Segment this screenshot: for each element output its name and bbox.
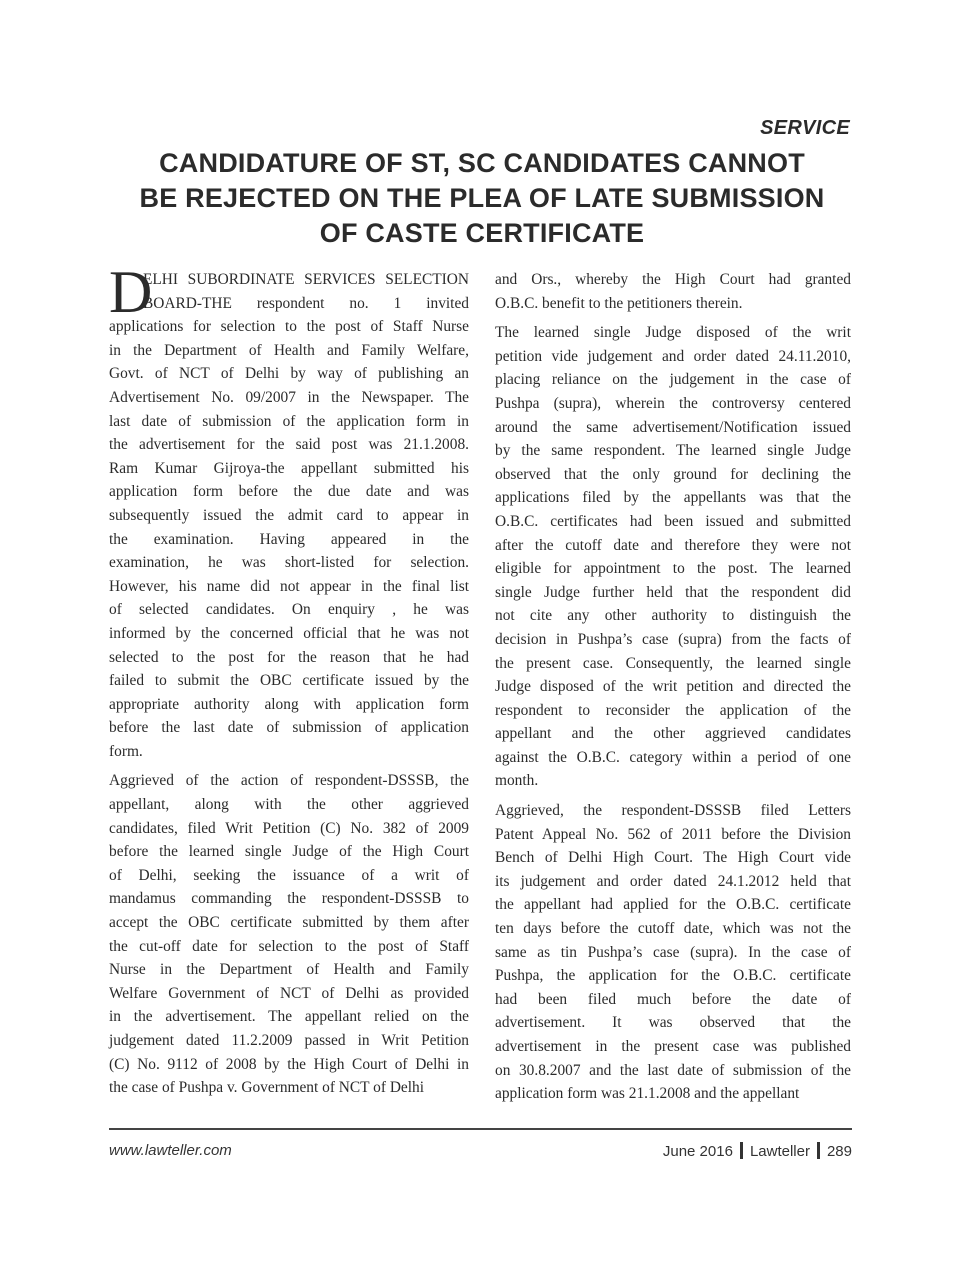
text-line: The learned single Judge disposed of the writ [495, 324, 851, 342]
right-column [495, 268, 851, 1112]
text-line: by the same respondent. The learned single Judge [495, 442, 851, 460]
text-line: selected to the post for the reason that he had [109, 648, 469, 666]
text-line: the examination. Having appeared in the [109, 530, 469, 548]
text-line: Aggrieved of the action of respondent-DSSSB, the [109, 772, 469, 790]
text-line: and Ors., whereby the High Court had granted [495, 271, 851, 288]
text-line: appellant and the other aggrieved candidates [495, 725, 851, 743]
text-line: applications for selection to the post of Staff Nurse [109, 318, 469, 336]
page-number: 289 [826, 1143, 852, 1160]
text-line: on 30.8.2007 and the last date of submission of the [495, 1061, 851, 1079]
text-line: not cite any other authority to distinguish the [495, 607, 851, 625]
left-column [109, 268, 469, 1106]
text-line: eligible for appointment to the post. The learned [495, 560, 851, 578]
text-line: appellant, along with the other aggrieved [109, 796, 469, 814]
footer-rule [109, 1128, 852, 1130]
text-line: in the Department of Health and Family Welfare, [109, 341, 469, 359]
text-line: Welfare Government of NCT of Delhi as provided [109, 984, 469, 1002]
issue-date: June 2016 [662, 1143, 733, 1160]
text-line: subsequently issued the admit card to appear in [109, 506, 469, 524]
text-line: petition vide judgement and order dated 24.11.2010, [495, 347, 851, 365]
text-line: application form was 21.1.2008 and the appellant [495, 1085, 800, 1103]
text-line: its judgement and order dated 24.1.2012 held that [495, 872, 851, 890]
text-line: Bench of Delhi High Court. The High Court vide [495, 849, 851, 867]
text-line: Nurse in the Department of Health and Family [109, 961, 469, 979]
text-line: decision in Pushpa’s case (supra) from the facts of [495, 630, 851, 648]
text-line: O.B.C. benefit to the petitioners therein. [495, 294, 743, 312]
text-line: mandamus commanding the respondent-DSSSB to [109, 890, 469, 908]
text-line: against the O.B.C. category within a period of one [495, 748, 851, 766]
text-line: same as tin Pushpa’s case (supra). In the case of [495, 943, 851, 961]
text-line: observed that the only ground for declining the [495, 465, 851, 483]
text-line: However, his name did not appear in the final list [109, 577, 469, 595]
text-line: respondent to reconsider the application of the [495, 701, 851, 719]
text-line: advertisement. It was observed that the [495, 1014, 851, 1032]
text-line: advertisement in the present case was published [495, 1038, 851, 1055]
text-line: informed by the concerned official that he was not [109, 624, 469, 642]
text-line: Advertisement No. 09/2007 in the Newspaper. The [109, 388, 469, 406]
text-line: placing reliance on the judgement in the case of [495, 371, 851, 389]
text-line: examination, he was short-listed for selection. [109, 554, 469, 572]
text-line: judgement dated 11.2.2009 passed in Writ Petition [109, 1032, 469, 1049]
text-line: applications filed by the appellants was that the [495, 489, 851, 507]
title-line: BE REJECTED ON THE PLEA OF LATE SUBMISSION [139, 183, 825, 213]
text-line: (C) No. 9112 of 2008 by the High Court of Delhi in [109, 1055, 469, 1073]
text-line: after the cutoff date and therefore they were not [495, 536, 851, 554]
text-line: the appellant had applied for the O.B.C. certificate [495, 896, 851, 914]
text-line: Ram Kumar Gijroya-the appellant submitted his [109, 459, 469, 477]
footer-info [663, 1142, 852, 1160]
text-line: the cut-off date for selection to the post of Staff [109, 937, 469, 955]
text-line: the present case. Consequently, the learned single [495, 654, 851, 672]
text-line: Patent Appeal No. 562 of 2011 before the Division [495, 825, 851, 843]
title-line: CANDIDATURE OF ST, SC CANDIDATES CANNOT [159, 148, 805, 178]
text-line: appropriate authority along with application form [109, 695, 469, 713]
separator [817, 1142, 820, 1159]
text-line: accept the OBC certificate submitted by them after [109, 914, 469, 932]
section-label: SERVICE [760, 117, 850, 139]
text-line: had been filed much before the date of [495, 990, 851, 1008]
text-line: last date of submission of the application form in [109, 412, 469, 430]
website-link[interactable]: www.lawteller.com [109, 1142, 232, 1159]
drop-cap: D [109, 259, 153, 325]
text-line: the advertisement for the said post was 21.1.2008. [109, 436, 469, 454]
text-line: BOARD-THE respondent no. 1 invited [143, 294, 469, 312]
paragraph [495, 321, 851, 793]
text-line: ELHI SUBORDINATE SERVICES SELECTION [143, 271, 469, 288]
text-line: application form before the due date and was [109, 483, 469, 501]
text-line: form. [109, 742, 143, 760]
text-line: Govt. of NCT of Delhi by way of publishing an [109, 365, 469, 383]
paragraph [495, 799, 851, 1106]
text-line: single Judge further held that the respondent did [495, 583, 851, 601]
text-line: before the last date of submission of application [109, 719, 469, 737]
text-line: ten days before the cutoff date, which was not the [495, 920, 851, 938]
text-line: of selected candidates. On enquiry , he was [109, 601, 469, 619]
paragraph [495, 268, 851, 315]
text-line: month. [495, 772, 539, 790]
text-line: candidates, filed Writ Petition (C) No. 382 of 2009 [109, 819, 469, 837]
article-title [100, 146, 864, 251]
title-line: OF CASTE CERTIFICATE [319, 218, 645, 248]
text-line: before the learned single Judge of the High Court [109, 843, 469, 861]
text-line: Pushpa (supra), wherein the controversy centered [495, 394, 851, 412]
text-line: around the same advertisement/Notification issued [495, 418, 851, 436]
text-line: of Delhi, seeking the issuance of a writ of [109, 866, 469, 884]
paragraph [109, 769, 469, 1099]
paragraph [109, 268, 469, 763]
text-line: Pushpa, the application for the O.B.C. certificate [495, 967, 851, 985]
text-line: in the advertisement. The appellant relied on the [109, 1008, 469, 1026]
separator [740, 1142, 743, 1159]
publication-name: Lawteller [749, 1143, 810, 1160]
text-line: failed to submit the OBC certificate issued by the [109, 672, 469, 690]
text-line: Judge disposed of the writ petition and directed the [495, 678, 851, 696]
text-line: O.B.C. certificates had been issued and submitted [495, 512, 851, 530]
text-line: the case of Pushpa v. Government of NCT of Delhi [109, 1079, 425, 1097]
text-line: Aggrieved, the respondent-DSSSB filed Letters [495, 802, 851, 820]
